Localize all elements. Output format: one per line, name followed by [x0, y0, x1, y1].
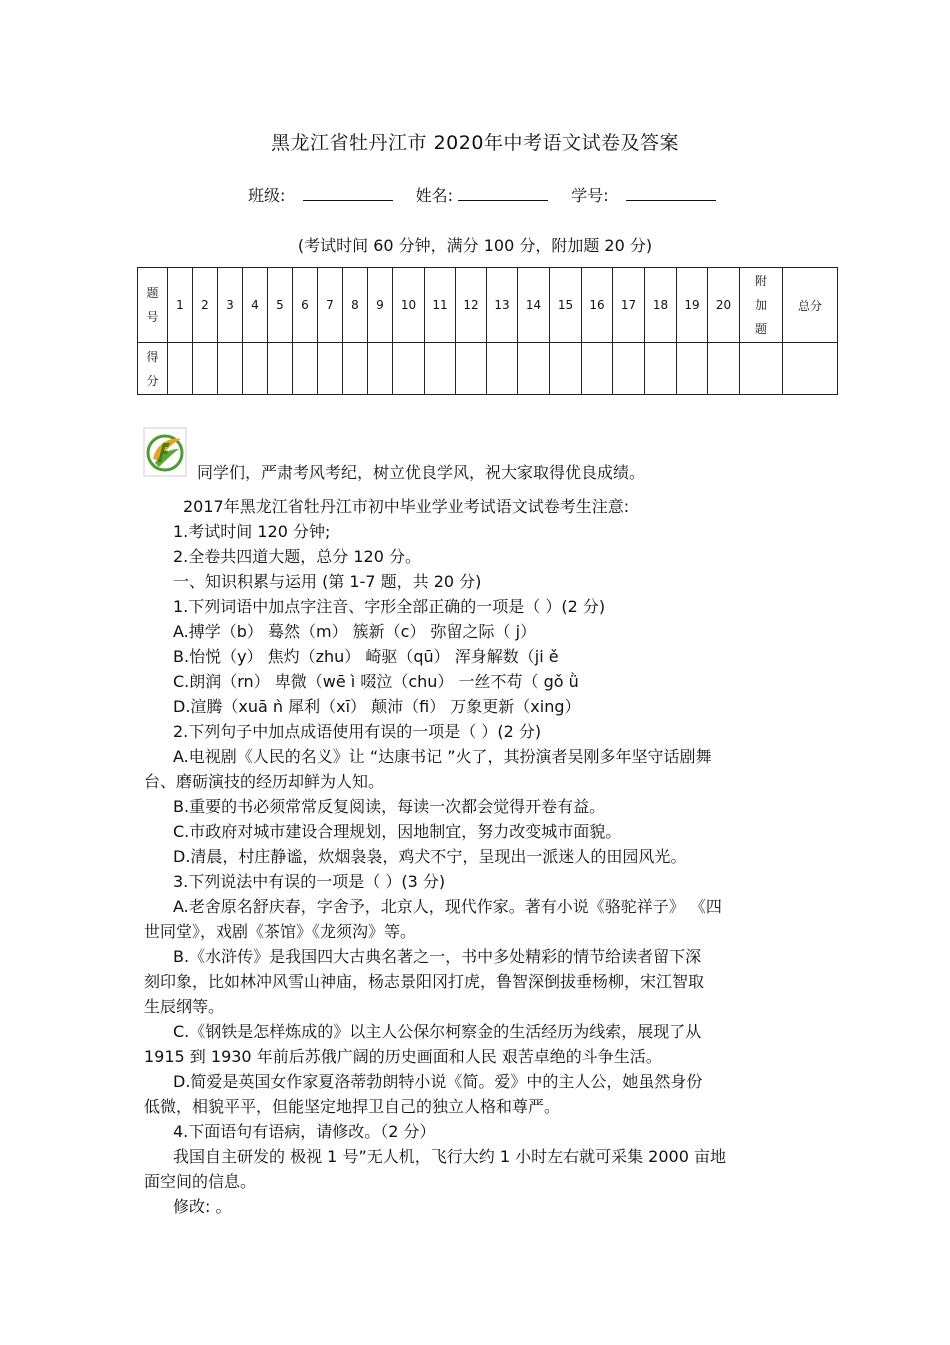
line-q3-d-cont: 低微，相貌平平，但能坚定地捍卫自己的独立人格和尊严。	[144, 1097, 561, 1116]
line-q3-d: D.简爱是英国女作家夏洛蒂勃朗特小说《简。爱》中的主人公，她虽然身份	[173, 1072, 703, 1091]
class-label: 班级:	[248, 186, 286, 205]
score-cell[interactable]	[293, 343, 318, 395]
line-q3-b-cont2: 生辰纲等。	[144, 997, 225, 1016]
score-cell[interactable]	[708, 343, 740, 395]
score-cell[interactable]	[518, 343, 550, 395]
score-cell[interactable]	[218, 343, 243, 395]
line-q3-c-cont: 1915 到 1930 年前后苏俄广阔的历史画面和人民 艰苦卓绝的斗争生活。	[144, 1047, 662, 1066]
id-blank[interactable]	[626, 184, 716, 201]
line-notice-title: 2017年黑龙江省牡丹江市初中毕业学业考试语文试卷考生注意:	[183, 497, 630, 516]
line-q4-sentence-cont: 面空间的信息。	[144, 1172, 257, 1191]
table-row	[138, 343, 838, 395]
line-q4-revise: 修改: 。	[173, 1197, 232, 1216]
question-number-cell: 18	[645, 268, 677, 343]
line-q3-b-cont: 刻印象，比如林冲风雪山神庙，杨志景阳冈打虎，鲁智深倒拔垂杨柳，宋江智取	[144, 972, 705, 991]
line-q1-a: A.搏学（b） 蓦然（m） 簇新（c） 弥留之际（ j）	[173, 622, 537, 641]
line-q4-sentence: 我国自主研发的 极视 1 号”无人机，飞行大约 1 小时左右就可采集 2000 亩地	[173, 1147, 726, 1166]
id-label: 学号:	[571, 186, 609, 205]
score-cell[interactable]	[318, 343, 343, 395]
question-number-cell: 5	[268, 268, 293, 343]
table-row	[138, 268, 838, 343]
total-header: 总分	[783, 268, 838, 343]
line-section-1: 一、知识积累与运用 (第 1-7 题，共 20 分)	[173, 572, 482, 591]
score-row-header: 得 分	[138, 343, 168, 395]
score-cell[interactable]	[645, 343, 677, 395]
question-number-cell: 7	[318, 268, 343, 343]
score-cell[interactable]	[613, 343, 645, 395]
line-q1-b: B.怡悦（y） 焦灼（zhu） 崎驱（qū） 浑身解数（ji ě	[173, 647, 559, 666]
line-q3-c: C.《钢铁是怎样炼成的》以主人公保尔柯察金的生活经历为线索，展现了从	[173, 1022, 702, 1041]
question-number-cell: 13	[487, 268, 518, 343]
page-title: 黑龙江省牡丹江市 2020年中考语文试卷及答案	[271, 132, 679, 154]
question-number-cell: 8	[343, 268, 368, 343]
score-cell[interactable]	[193, 343, 218, 395]
green-leaf-logo-icon	[143, 427, 187, 477]
line-q1-c: C.朗润（rn） 卑微（wē ì 啜泣（chu） 一丝不苟（ gǒ ǜ	[173, 672, 579, 691]
question-number-cell: 11	[425, 268, 456, 343]
question-number-cell: 15	[550, 268, 582, 343]
line-q2-b: B.重要的书必须常常反复阅读，每读一次都会觉得开卷有益。	[173, 797, 606, 816]
question-number-cell: 2	[193, 268, 218, 343]
question-number-cell: 6	[293, 268, 318, 343]
score-cell[interactable]	[456, 343, 487, 395]
score-cell[interactable]	[740, 343, 783, 395]
question-number-cell: 17	[613, 268, 645, 343]
score-cell[interactable]	[783, 343, 838, 395]
question-number-cell: 10	[393, 268, 425, 343]
score-cell[interactable]	[487, 343, 518, 395]
line-q1-d: D.渲腾（xuā ǹ 犀利（xī） 颠沛（fi） 万象更新（xing）	[173, 697, 581, 716]
score-cell[interactable]	[268, 343, 293, 395]
class-blank[interactable]	[303, 184, 393, 201]
line-q3-a-cont: 世同堂》，戏剧《茶馆》《龙须沟》等。	[144, 922, 417, 941]
line-q2-c: C.市政府对城市建设合理规划，因地制宜，努力改变城市面貌。	[173, 822, 622, 841]
question-number-cell: 16	[582, 268, 613, 343]
line-q3: 3.下列说法中有误的一项是（ ）(3 分)	[173, 872, 446, 891]
score-cell[interactable]	[425, 343, 456, 395]
line-q4: 4.下面语句有语病，请修改。（2 分）	[173, 1122, 436, 1141]
line-notice-2: 2.全卷共四道大题，总分 120 分。	[173, 547, 421, 566]
score-cell[interactable]	[393, 343, 425, 395]
question-number-cell: 1	[168, 268, 193, 343]
question-number-cell: 12	[456, 268, 487, 343]
score-table	[137, 267, 838, 395]
score-cell[interactable]	[368, 343, 393, 395]
line-notice-1: 1.考试时间 120 分钟;	[173, 522, 331, 541]
question-number-cell: 3	[218, 268, 243, 343]
line-q1: 1.下列词语中加点字注音、字形全部正确的一项是（ ）(2 分)	[173, 597, 606, 616]
line-q3-b: B.《水浒传》是我国四大古典名著之一，书中多处精彩的情节给读者留下深	[173, 947, 702, 966]
line-q3-a: A.老舍原名舒庆春，字舍予，北京人，现代作家。著有小说《骆驼祥子》 《四	[173, 897, 722, 916]
question-number-header: 题 号	[138, 268, 168, 343]
line-q2-d: D.清晨，村庄静谧，炊烟袅袅，鸡犬不宁，呈现出一派迷人的田园风光。	[173, 847, 687, 866]
line-q2-a-cont: 台、磨砺演技的经历却鲜为人知。	[144, 772, 385, 791]
score-cell[interactable]	[550, 343, 582, 395]
score-cell[interactable]	[582, 343, 613, 395]
bonus-header: 附 加 题	[740, 268, 783, 343]
name-label: 姓名:	[415, 186, 453, 205]
question-number-cell: 4	[243, 268, 268, 343]
question-number-cell: 20	[708, 268, 740, 343]
question-number-cell: 19	[677, 268, 708, 343]
score-cell[interactable]	[243, 343, 268, 395]
question-number-cell: 14	[518, 268, 550, 343]
score-cell[interactable]	[343, 343, 368, 395]
score-cell[interactable]	[168, 343, 193, 395]
name-blank[interactable]	[458, 184, 548, 201]
score-cell[interactable]	[677, 343, 708, 395]
line-q2: 2.下列句子中加点成语使用有误的一项是（ ）(2 分)	[173, 722, 542, 741]
line-greeting: 同学们，严肃考风考纪，树立优良学风，祝大家取得优良成绩。	[197, 463, 646, 482]
student-info-line	[248, 183, 716, 206]
line-q2-a: A.电视剧《人民的名义》让 “达康书记 ”火了，其扮演者吴刚多年坚守话剧舞	[173, 747, 712, 766]
question-number-cell: 9	[368, 268, 393, 343]
exam-meta: (考试时间 60 分钟，满分 100 分，附加题 20 分)	[297, 236, 653, 255]
